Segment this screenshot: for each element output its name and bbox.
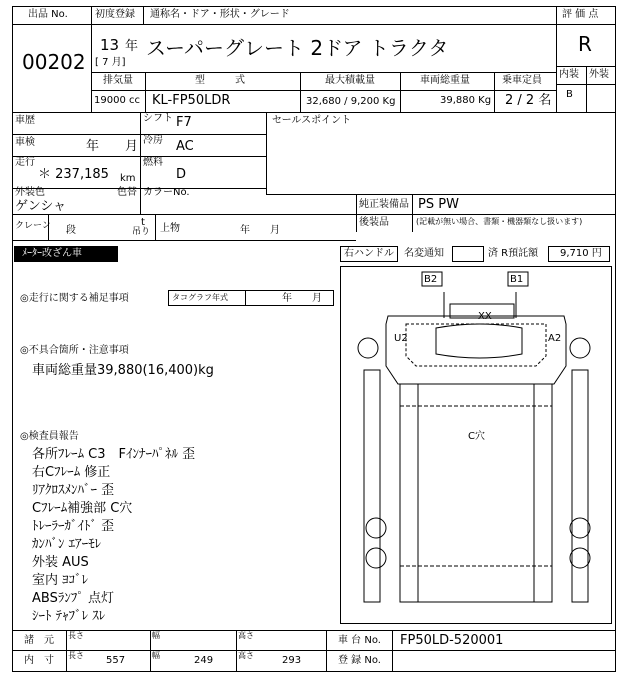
tacho-value: 年 月 xyxy=(282,293,322,304)
vehicle-name: スーパーグレート 2ドア トラクタ xyxy=(146,36,449,60)
width-value: 249 xyxy=(194,655,214,666)
inspector-line: ABSﾗﾝﾌﾟ 点灯 xyxy=(32,591,114,606)
rule xyxy=(66,630,67,672)
color-value: ゲンシャ xyxy=(15,199,67,214)
mileage-unit: km xyxy=(120,173,136,184)
diagram-c-hole: C穴 xyxy=(468,431,485,442)
inspector-line: 外装 AUS xyxy=(32,555,89,570)
interior-value: B xyxy=(566,89,573,100)
gross-weight-value: 39,880 Kg xyxy=(440,95,492,106)
rule xyxy=(245,290,246,306)
color-label: 外装色 xyxy=(15,187,45,198)
fuel-label: 燃料 xyxy=(143,157,163,168)
rule xyxy=(556,6,557,112)
rule xyxy=(12,214,616,215)
crane-up-label: 上物 xyxy=(160,223,180,234)
width-label-top: 幅 xyxy=(152,631,160,640)
grade-label: 評 価 点 xyxy=(562,9,599,20)
rear-right-wheel xyxy=(570,518,590,538)
specs-label: 諸 元 xyxy=(24,635,54,646)
model-label: 型 式 xyxy=(195,75,245,86)
chassis-value: FP50LD-520001 xyxy=(400,633,504,648)
length-label-top: 長さ xyxy=(68,631,84,640)
rule xyxy=(400,72,401,112)
rule xyxy=(236,630,237,672)
length-label: 長さ xyxy=(68,651,84,660)
defects-value: 車両総重量39,880(16,400)kg xyxy=(32,363,214,378)
reg-month: [ 7 月] xyxy=(95,57,126,68)
aftermarket-note: (記載が無い場合、書類・機器類なし扱います) xyxy=(416,217,583,226)
lot-label: 出品 No. xyxy=(28,9,68,20)
rule xyxy=(326,630,327,672)
mileage-value: ＊ 237,185 xyxy=(38,167,109,182)
displacement-value: 19000 cc xyxy=(94,95,140,106)
front-right-wheel xyxy=(570,338,590,358)
displacement-label: 排気量 xyxy=(103,75,133,86)
rule xyxy=(266,112,267,194)
rule xyxy=(91,90,556,91)
name-change-label: 名変通知 xyxy=(404,248,444,259)
inspector-line: ﾄﾚｰﾗｰｶﾞｲﾄﾞ 歪 xyxy=(32,519,115,534)
rule xyxy=(12,240,356,241)
rule xyxy=(266,194,616,195)
capacity-value: 2 / 2 名 xyxy=(505,93,552,108)
rule xyxy=(586,66,587,112)
diagram-b1: B1 xyxy=(510,274,524,285)
crane-hang: 吊り xyxy=(132,227,151,237)
r-deposit-value: 9,710 円 xyxy=(560,248,602,259)
first-reg-label: 初度登録 xyxy=(95,9,135,20)
crane-stage: 段 xyxy=(66,225,76,236)
rule xyxy=(145,72,146,112)
model-value: KL-FP50LDR xyxy=(152,93,231,108)
interior-label: 内装 xyxy=(559,69,579,80)
gross-weight-label: 車両総重量 xyxy=(420,75,470,86)
rule xyxy=(12,134,266,135)
score-value: R xyxy=(578,32,592,56)
inspection-value: 年 月 xyxy=(86,139,139,154)
crane-up-value: 年 月 xyxy=(240,225,280,236)
max-load-label: 最大積載量 xyxy=(325,75,375,86)
year-unit: 年 xyxy=(125,39,139,54)
max-load-value: 32,680 / 9,200 Kg xyxy=(306,96,396,107)
defects-label: ◎不具合箇所・注意事項 xyxy=(20,345,129,356)
roof-panel xyxy=(436,324,522,358)
rule xyxy=(494,72,495,112)
history-label: 車歴 xyxy=(15,115,35,126)
reg-no-label: 登 録 No. xyxy=(338,655,381,666)
inspector-line: Cﾌﾚｰﾑ補強部 C穴 xyxy=(32,501,133,516)
rhd-label: 右ハンドル xyxy=(344,248,394,259)
height-label-top: 高さ xyxy=(238,631,254,640)
length-value: 557 xyxy=(106,655,126,666)
front-left-wheel xyxy=(358,338,378,358)
equipment-value: PS PW xyxy=(418,197,459,212)
interior-dim-label: 内 寸 xyxy=(24,655,54,666)
inspector-line: ｶﾝﾊﾞﾝ ｴｱｰﾓﾚ xyxy=(32,537,102,552)
r-deposit-label: 済 R預託額 xyxy=(488,248,539,259)
height-label: 高さ xyxy=(238,651,254,660)
rule xyxy=(155,214,156,240)
color-no-label: 色替 xyxy=(117,187,137,198)
fuel-value: D xyxy=(176,167,187,182)
mileage-label: 走行 xyxy=(15,157,35,168)
cab-outline xyxy=(386,316,566,384)
rule xyxy=(140,112,141,188)
diagram-b2: B2 xyxy=(424,274,438,285)
crane-ton: t xyxy=(141,217,145,228)
inspector-line: ｼｰﾄ ﾃｬﾌﾞﾚ ｽﾚ xyxy=(32,609,106,624)
rule xyxy=(143,6,144,24)
rear-right-wheel-2 xyxy=(570,548,590,568)
capacity-label: 乗車定員 xyxy=(502,75,542,86)
equipment-label: 純正装備品 xyxy=(359,199,409,210)
rule xyxy=(392,630,393,672)
rear-left-wheel-2 xyxy=(366,548,386,568)
chassis-label: 車 台 No. xyxy=(338,635,381,646)
rule xyxy=(150,630,151,672)
inspector-line: 室内 ﾖｺﾞﾚ xyxy=(32,573,89,588)
name-change-box xyxy=(452,246,484,262)
diagram-a2: A2 xyxy=(548,333,562,344)
rule xyxy=(91,72,556,73)
rule xyxy=(300,72,301,112)
color-code-label: カラーNo. xyxy=(143,187,190,198)
rear-left-wheel xyxy=(366,518,386,538)
width-label: 幅 xyxy=(152,651,160,660)
meter-badge-text: ﾒｰﾀｰ改ざん車 xyxy=(22,248,82,259)
shift-value: F7 xyxy=(176,115,192,130)
inspector-line: 右Cﾌﾚｰﾑ 修正 xyxy=(32,465,111,480)
rule xyxy=(91,6,92,112)
rule xyxy=(12,156,266,157)
tacho-label: タコグラフ年式 xyxy=(172,293,228,302)
aircon-label: 冷房 xyxy=(143,135,163,146)
reg-year: 13 xyxy=(100,36,120,54)
inspector-label: ◎検査員報告 xyxy=(20,431,79,442)
lot-number: 00202 xyxy=(22,50,86,74)
rule xyxy=(356,194,357,232)
rule xyxy=(12,630,616,631)
driving-notes-label: ◎走行に関する補足事項 xyxy=(20,293,129,304)
aftermarket-label: 後装品 xyxy=(359,217,389,228)
rule xyxy=(12,188,266,189)
vehicle-diagram xyxy=(340,266,612,624)
meter-tampered-badge xyxy=(14,246,118,262)
diagram-u2: U2 xyxy=(394,333,408,344)
rule xyxy=(12,650,616,651)
inspection-label: 車検 xyxy=(15,137,35,148)
shift-label: シフト xyxy=(143,113,173,124)
rule xyxy=(12,24,616,25)
name-label: 通称名・ドア・形状・グレード xyxy=(150,9,290,20)
inspector-line: 各所ﾌﾚｰﾑ C3 Fｲﾝﾅｰﾊﾟﾈﾙ 歪 xyxy=(32,447,196,462)
crane-label: クレーン xyxy=(15,221,51,231)
diagram-frame xyxy=(341,267,612,624)
rule xyxy=(412,194,413,232)
rule xyxy=(140,188,141,214)
exterior-label: 外装 xyxy=(589,69,609,80)
height-value: 293 xyxy=(282,655,302,666)
sales-point-label: セールスポイント xyxy=(272,115,352,126)
aircon-value: AC xyxy=(176,139,194,154)
diagram-xx: XX xyxy=(478,311,492,322)
inspector-line: ﾘｱｸﾛｽﾒﾝﾊﾞｰ 歪 xyxy=(32,483,115,498)
rule xyxy=(12,112,616,113)
